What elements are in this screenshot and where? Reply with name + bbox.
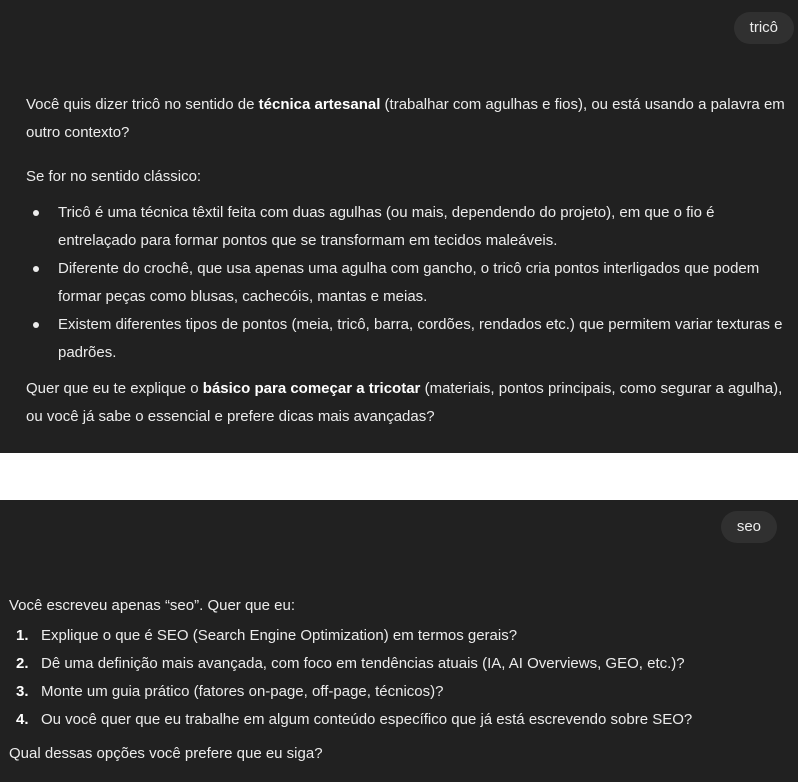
reply-paragraph: Qual dessas opções você prefere que eu siga?	[9, 745, 323, 762]
reply-bold-text: básico para começar a tricotar	[202, 380, 421, 397]
list-item	[9, 622, 789, 650]
list-item: Diferente do crochê, que usa apenas uma agulha com gancho, o tricô cria pontos interligados que podem formar peças como blusas, cachecóis, mantas e meias.	[26, 255, 796, 311]
reply-paragraph: Você escreveu apenas “seo”. Quer que eu:	[9, 597, 296, 614]
user-message-bubble	[721, 511, 777, 543]
user-message-text: tricô	[749, 19, 778, 36]
user-message-text: seo	[736, 518, 761, 535]
list-item: Existem diferentes tipos de pontos (meia, tricô, barra, cordões, rendados etc.) que permitem variar texturas e padrões.	[26, 311, 796, 367]
user-message-bubble	[734, 12, 794, 44]
assistant-reply	[9, 592, 789, 768]
list-number: 2.	[16, 655, 29, 672]
list-item-text: Monte um guia prático (fatores on-page, off-page, técnicos)?	[41, 683, 444, 700]
reply-paragraph	[26, 91, 796, 147]
bullet-list	[26, 199, 796, 367]
numbered-list	[9, 622, 789, 734]
list-item	[9, 678, 789, 706]
reply-paragraph	[26, 375, 796, 431]
list-item: Tricô é uma técnica têxtil feita com duas agulhas (ou mais, dependendo do projeto), em que o fio é entrelaçado para formar pontos que se transformam em tecidos maleáveis.	[26, 199, 796, 255]
reply-text: (materiais, pontos principais, como segurar a agulha), ou você já sabe o essencial e prefere dicas mais avançadas?	[26, 380, 783, 425]
list-number: 1.	[16, 627, 29, 644]
reply-text: (trabalhar com agulhas e fios), ou está usando a palavra em outro contexto?	[26, 96, 785, 141]
reply-paragraph: Se for no sentido clássico:	[26, 168, 202, 185]
list-item-text: Ou você quer que eu trabalhe em algum conteúdo específico que já está escrevendo sobre SEO?	[41, 711, 693, 728]
list-item	[9, 650, 789, 678]
list-number: 4.	[16, 711, 29, 728]
chat-panel-seo	[0, 500, 798, 782]
reply-text: Quer que eu te explique o	[26, 380, 203, 397]
list-number: 3.	[16, 683, 29, 700]
list-item	[9, 706, 789, 734]
list-item-text: Dê uma definição mais avançada, com foco em tendências atuais (IA, AI Overviews, GEO, etc.)?	[41, 655, 685, 672]
reply-bold-text: técnica artesanal	[258, 96, 381, 113]
list-item-text: Explique o que é SEO (Search Engine Optimization) em termos gerais?	[41, 627, 518, 644]
assistant-reply	[26, 91, 796, 431]
reply-text: Você quis dizer tricô no sentido de	[26, 96, 259, 113]
